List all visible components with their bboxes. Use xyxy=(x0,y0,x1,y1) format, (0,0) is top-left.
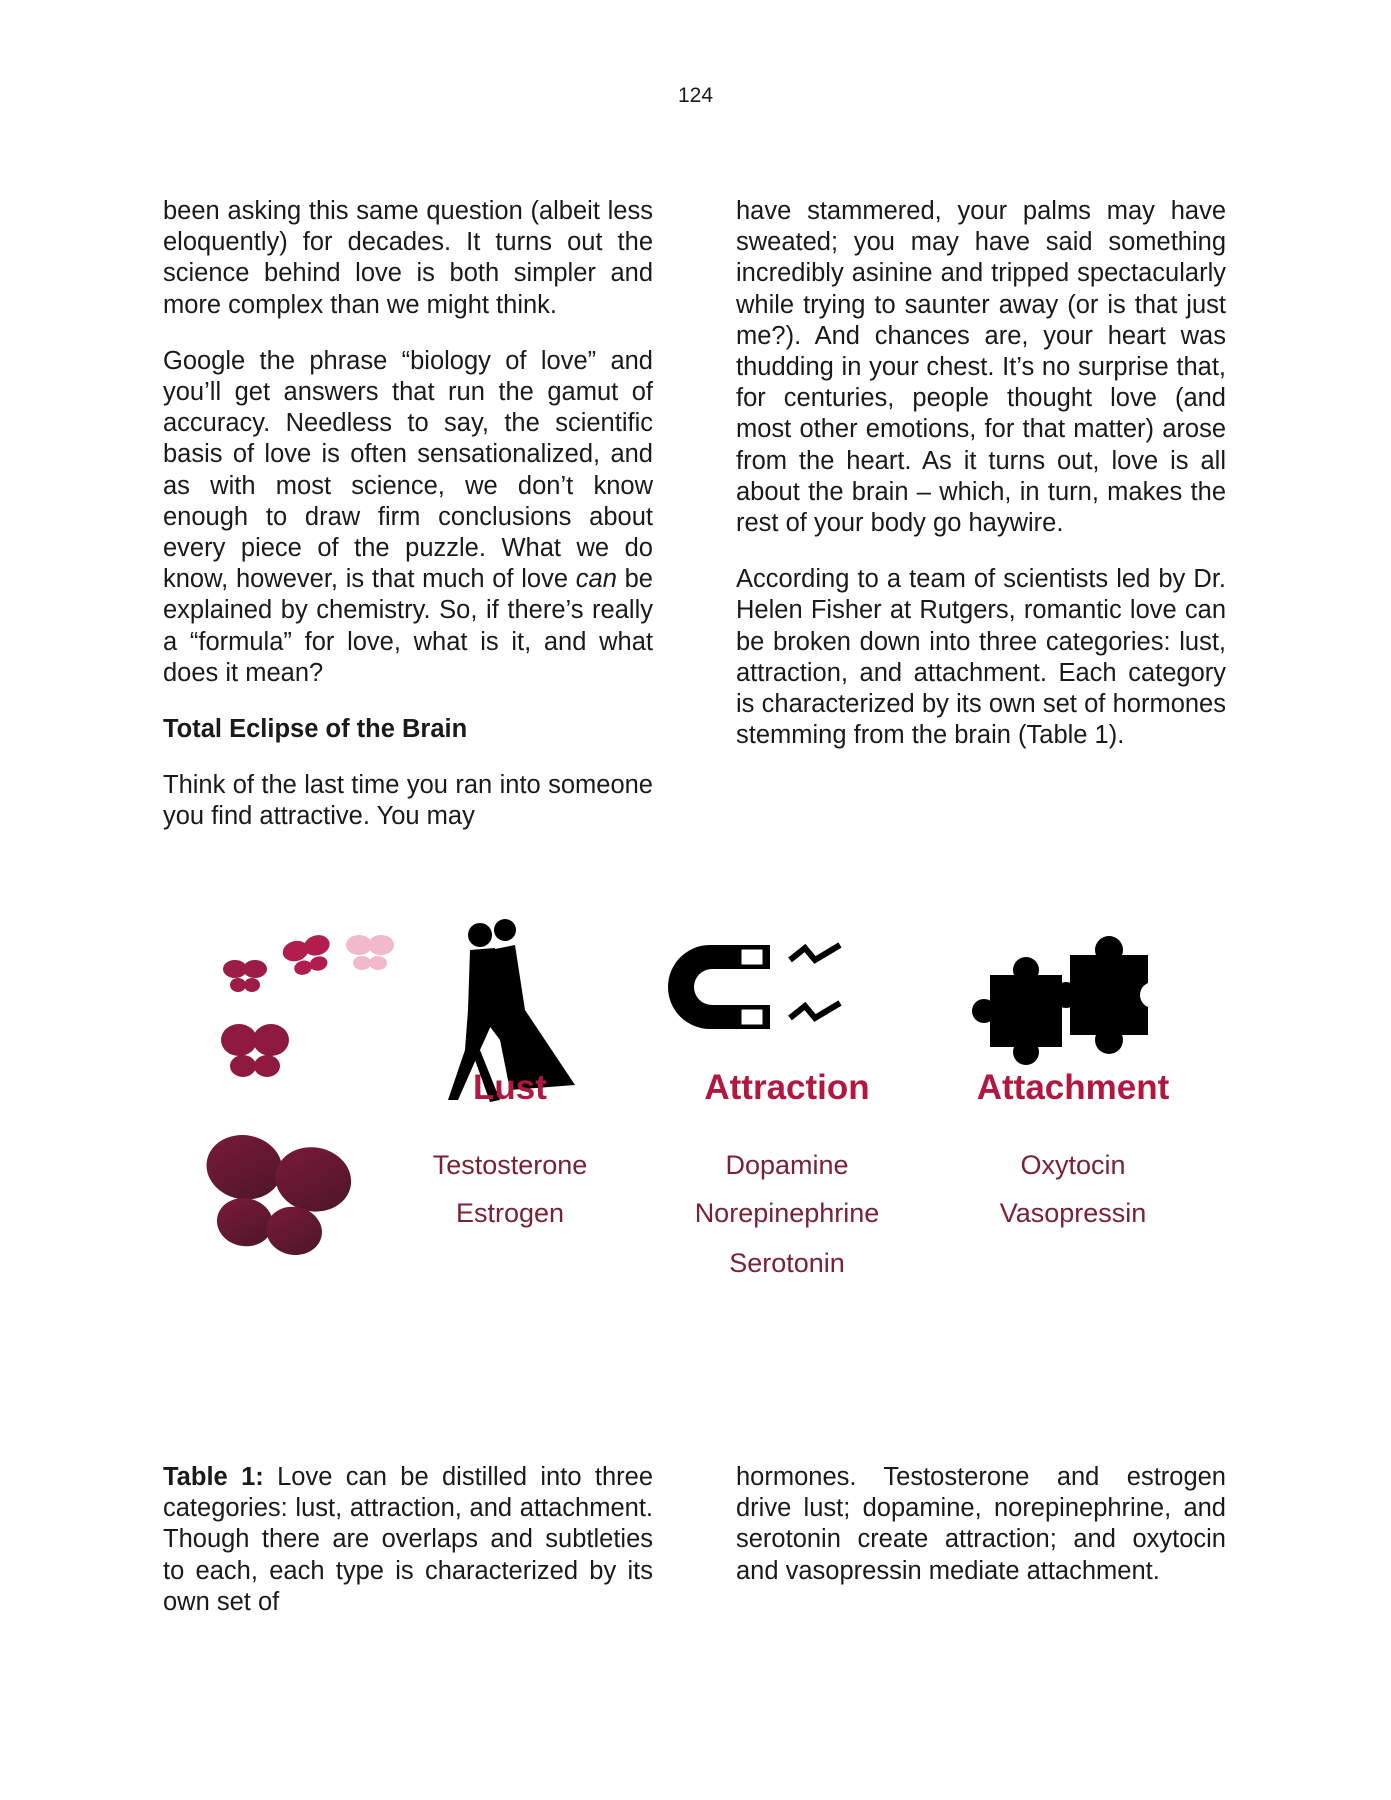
emphasis-can: can xyxy=(575,565,617,594)
right-paragraph-2: According to a team of scientists led by Dr. Helen Fisher at Rutgers, romantic love can be broken down into three categories: lust, attraction, and attachment. Each category is characterized by its own set of hormones stemming from the brain (Table 1). xyxy=(736,565,1226,750)
label-attachment: Attachment xyxy=(976,1068,1170,1107)
love-hormones-figure xyxy=(180,900,1200,1400)
hormone-oxytocin: Oxytocin xyxy=(1020,1150,1126,1180)
label-lust: Lust xyxy=(473,1068,547,1107)
left-paragraph-3: Think of the last time you ran into someone you find attractive. You may xyxy=(163,771,653,831)
left-paragraph-2 xyxy=(163,346,653,689)
hormone-vasopressin: Vasopressin xyxy=(999,1198,1147,1228)
butterfly-icon xyxy=(221,1024,289,1077)
caption-text-left: Love can be distilled into three categories: lust, attraction, and attachment. Though there are overlaps and subtleties to each, each type is characterized by its own set of xyxy=(163,1463,653,1616)
hormone-serotonin: Serotonin xyxy=(729,1248,845,1278)
hormone-testosterone: Testosterone xyxy=(432,1150,588,1180)
table-caption-right: hormones. Testosterone and estrogen drive lust; dopamine, norepinephrine, and serotonin create attraction; and oxytocin and vasopressin mediate attachment. xyxy=(736,1463,1226,1585)
butterfly-icon xyxy=(223,960,267,992)
hormone-norepinephrine: Norepinephrine xyxy=(694,1198,880,1228)
left-column xyxy=(163,196,653,833)
left-paragraph-2-a: Google the phrase “biology of love” and you’ll get answers that run the gamut of accuracy. Needless to say, the scientific basis of love is often sensationalized, and as with most science, we don’t know enough to draw firm conclusions about every piece of the puzzle. What we do know, however, is that much of love xyxy=(163,346,653,594)
butterfly-icon xyxy=(193,1129,356,1263)
butterfly-icon xyxy=(280,932,335,978)
page-number: 124 xyxy=(677,84,714,107)
left-paragraph-2-b: be explained by chemistry. So, if there’s really a “formula” for love, what is it, and what does it mean? xyxy=(163,565,653,687)
table-caption-left xyxy=(163,1462,653,1618)
left-paragraph-1: been asking this same question (albeit less eloquently) for decades. It turns out the science behind love is both simpler and more complex than we might think. xyxy=(163,197,653,319)
puzzle-pieces-icon xyxy=(972,936,1166,1065)
hormone-dopamine: Dopamine xyxy=(725,1150,849,1180)
section-heading: Total Eclipse of the Brain xyxy=(163,715,468,744)
label-attraction: Attraction xyxy=(704,1068,870,1107)
hormone-estrogen: Estrogen xyxy=(455,1198,565,1228)
right-column xyxy=(736,196,1226,751)
right-paragraph-1: have stammered, your palms may have sweated; you may have said something incredibly asinine and tripped spectacularly while trying to saunter away (or is that just me?). And chances are, your heart was thudding in your chest. It’s no surprise that, for centuries, people thought love (and most other emotions, for that matter) arose from the heart. As it turns out, love is all about the brain – which, in turn, makes the rest of your body go haywire. xyxy=(736,197,1226,538)
caption-label: Table 1: xyxy=(163,1463,264,1491)
magnet-icon xyxy=(668,945,840,1029)
butterfly-icon xyxy=(346,935,394,970)
